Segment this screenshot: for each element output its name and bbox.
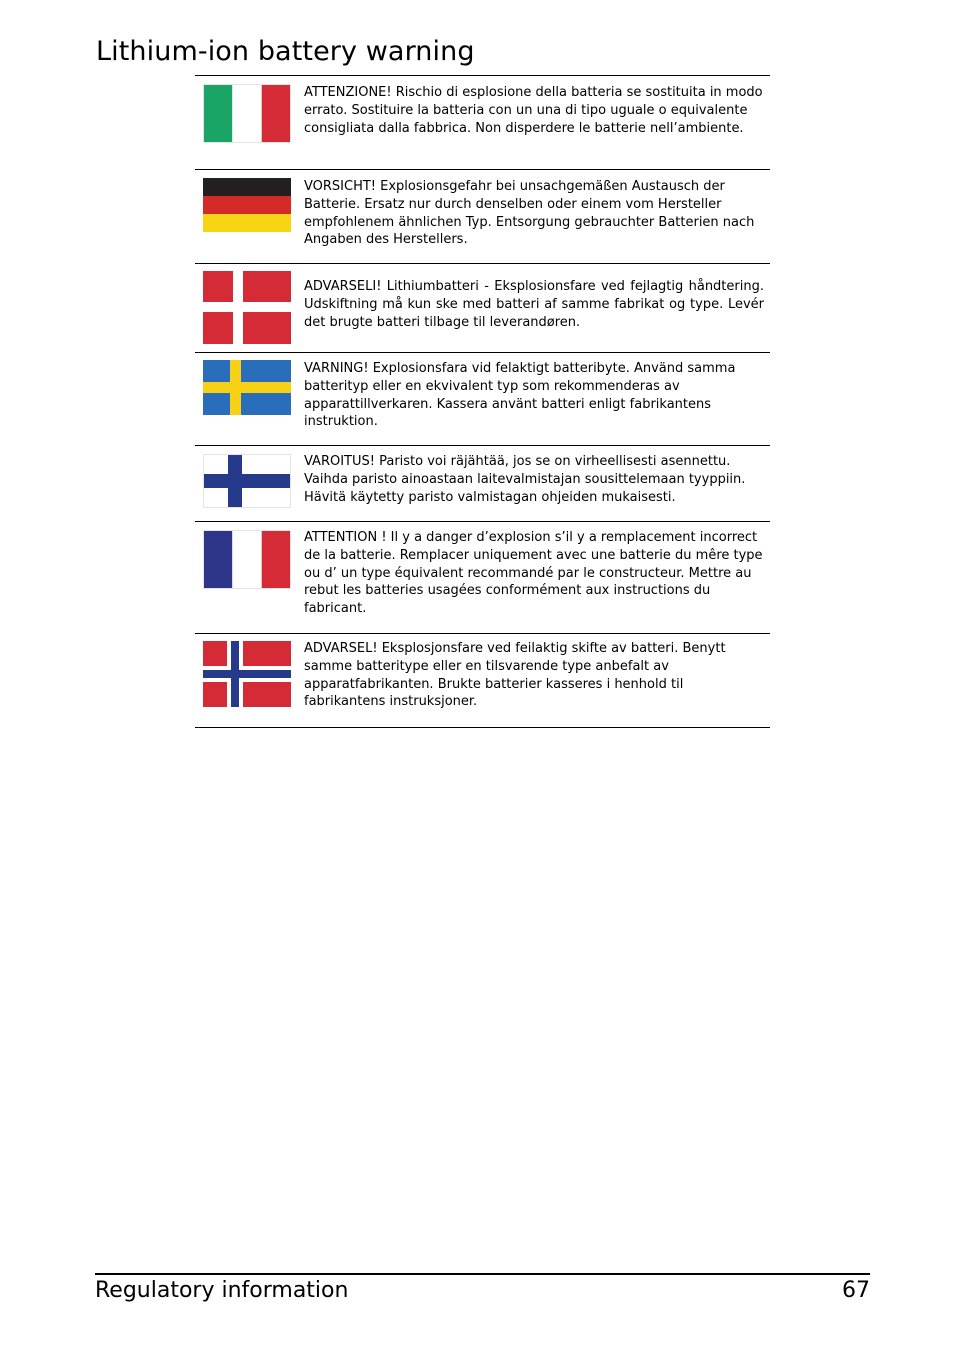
footer-rule <box>95 1273 870 1275</box>
norway-flag-icon <box>203 641 291 707</box>
warning-text-italy: ATTENZIONE! Rischio di esplosione della batteria se sostituita in modo errato. Sostituire la batteria con un una di tipo uguale o equivalente consigliata dalla fabbrica. Non disperdere le batterie nell’ambiente. <box>304 85 763 136</box>
warning-text-france: ATTENTION ! Il y a danger d’explosion s’il y a remplacement incorrect de la batterie. Remplacer uniquement avec une batterie du mêre type ou d’ un type équivalent recommandé par le constructeur. Mettre au rebut les batteries usagées conformément aux instructions du fabricant. <box>304 530 763 617</box>
sweden-flag-icon <box>203 360 291 415</box>
warning-row-denmark <box>195 264 770 353</box>
warning-row-germany <box>195 170 770 264</box>
warning-row-finland <box>195 446 770 522</box>
warning-text-sweden: VARNING! Explosionsfara vid felaktigt batteribyte. Använd samma batterityp eller en ekvivalent typ som rekommenderas av apparattillverkaren. Kassera använt batteri enligt fabrikantens instruktion. <box>304 361 736 430</box>
warning-row-italy <box>195 76 770 170</box>
warning-text-germany: VORSICHT! Explosionsgefahr bei unsachgemäßen Austausch der Batterie. Ersatz nur durch denselben oder einem vom Hersteller empfohlenem ähnlichen Typ. Entsorgung gebrauchter Batterien nach Angaben des Herstellers. <box>304 179 755 248</box>
warning-table <box>195 75 770 728</box>
denmark-flag-icon <box>203 271 291 344</box>
warning-text-denmark: ADVARSELI! Lithiumbatteri - Eksplosionsfare ved fejlagtig håndtering. Udskiftning må kun ske med batteri af samme fabrikat og type. Levér det brugte batteri tilbage til leverandøren. <box>304 279 764 330</box>
page-number: 67 <box>842 1278 870 1303</box>
finland-flag-icon <box>203 454 291 508</box>
footer-section-title: Regulatory information <box>95 1278 349 1303</box>
warning-row-sweden <box>195 353 770 446</box>
italy-flag-icon <box>203 84 291 143</box>
warning-row-france <box>195 522 770 634</box>
warning-text-norway: ADVARSEL! Eksplosjonsfare ved feilaktig skifte av batteri. Benytt samme batteritype eller en tilsvarende type anbefalt av apparatfabrikanten. Brukte batterier kasseres i henhold til fabrikantens instruksjoner. <box>304 641 726 710</box>
page-title: Lithium-ion battery warning <box>96 36 475 67</box>
warning-row-norway <box>195 634 770 728</box>
france-flag-icon <box>203 530 291 589</box>
germany-flag-icon <box>203 178 291 232</box>
warning-text-finland: VAROITUS! Paristo voi räjähtää, jos se on virheellisesti asennettu. Vaihda paristo ainoastaan laitevalmistajan sousittelemaan tyyppiin. Hävitä käytetty paristo valmistagan ohjeiden mukaisesti. <box>304 454 746 505</box>
